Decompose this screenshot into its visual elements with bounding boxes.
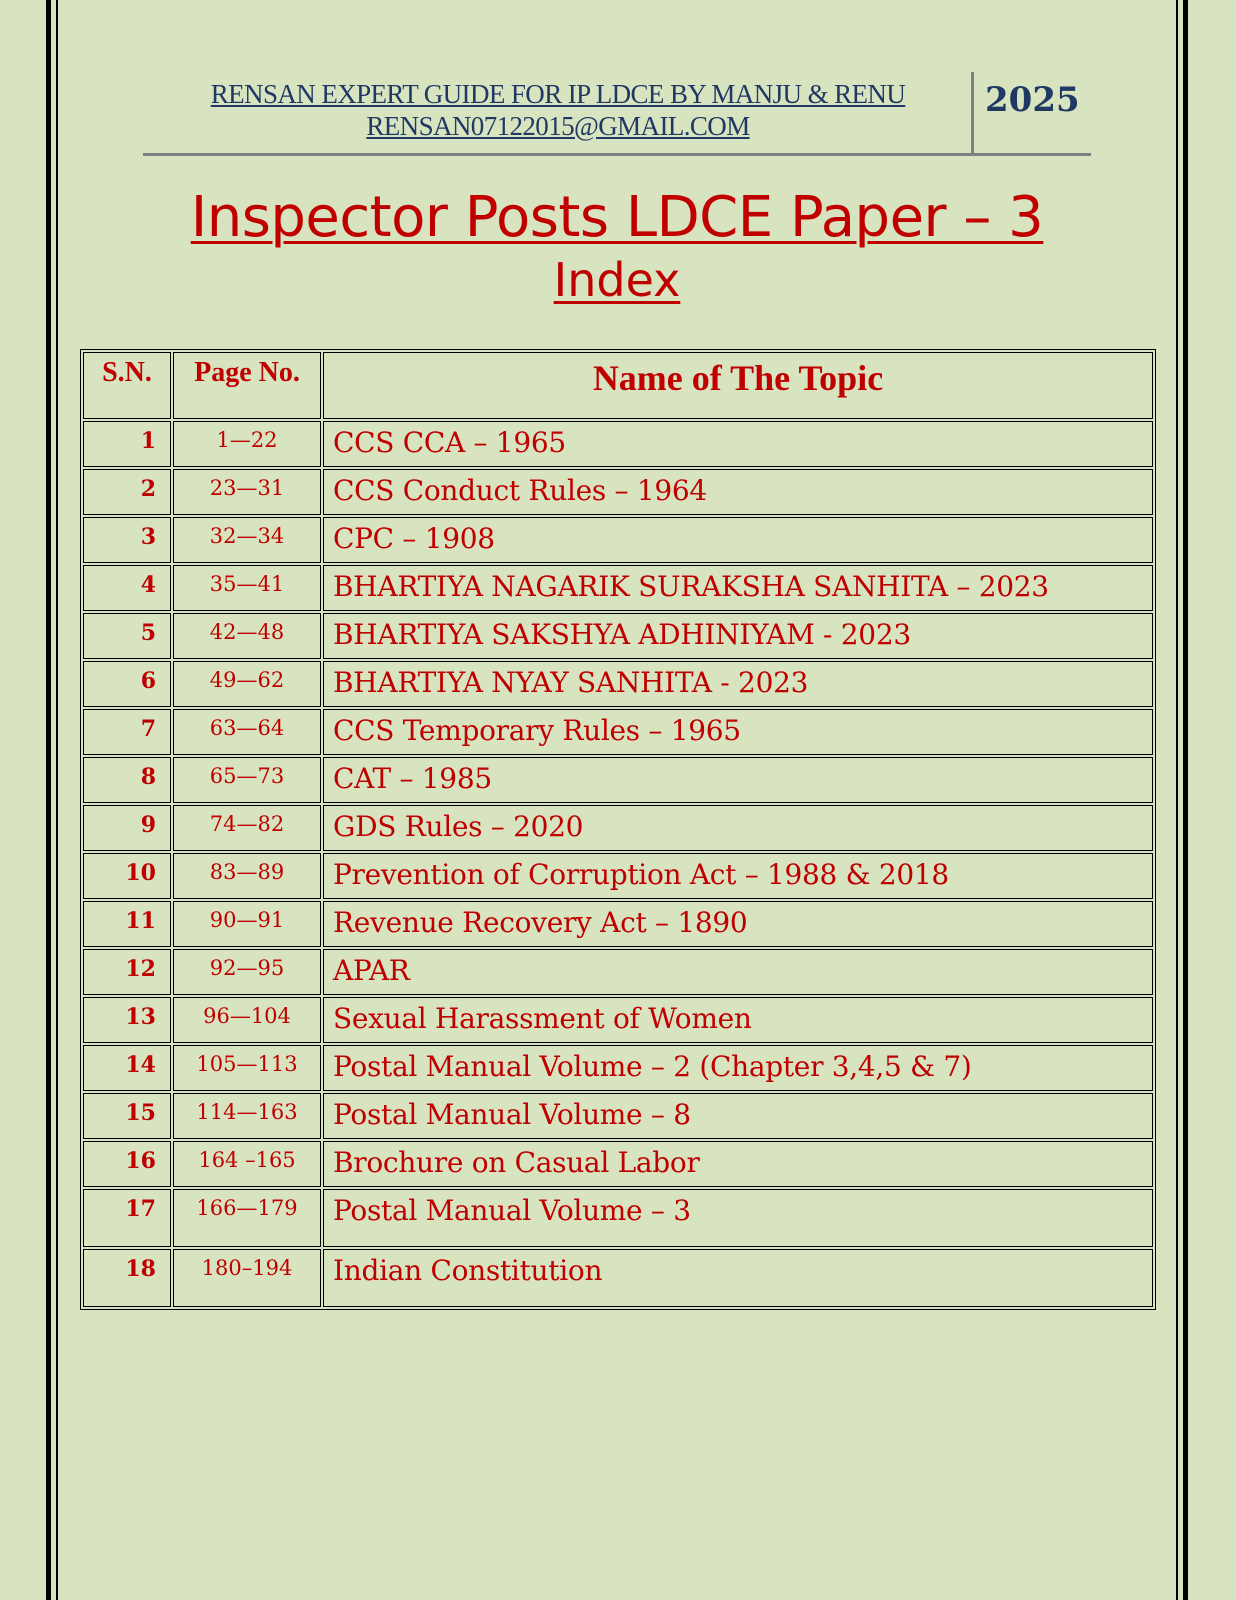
page-subtitle: Index — [553, 253, 681, 307]
header-email: RENSAN07122015@GMAIL.COM — [366, 111, 750, 141]
row-page-range: 105—113 — [173, 1045, 321, 1091]
row-serial-number: 17 — [83, 1189, 171, 1247]
header-divider — [971, 72, 974, 156]
row-serial-number: 12 — [83, 949, 171, 995]
row-page-range: 42—48 — [173, 613, 321, 659]
row-topic-name: BHARTIYA NAGARIK SURAKSHA SANHITA – 2023 — [323, 565, 1153, 611]
row-topic-name: Prevention of Corruption Act – 1988 & 2018 — [323, 853, 1153, 899]
row-serial-number: 15 — [83, 1093, 171, 1139]
row-serial-number: 18 — [83, 1249, 171, 1307]
header-guide-title: RENSAN EXPERT GUIDE FOR IP LDCE BY MANJU & RENU — [210, 79, 906, 109]
row-topic-name: CCS Conduct Rules – 1964 — [323, 469, 1153, 515]
row-page-range: 65—73 — [173, 757, 321, 803]
row-page-range: 1—22 — [173, 421, 321, 467]
row-topic-name: Sexual Harassment of Women — [323, 997, 1153, 1043]
table-row — [83, 469, 1153, 515]
table-row — [83, 661, 1153, 707]
index-table — [80, 349, 1156, 1310]
row-page-range: 49—62 — [173, 661, 321, 707]
row-serial-number: 3 — [83, 517, 171, 563]
table-row — [83, 757, 1153, 803]
table-row — [83, 805, 1153, 851]
row-page-range: 96—104 — [173, 997, 321, 1043]
row-serial-number: 8 — [83, 757, 171, 803]
row-topic-name: CPC – 1908 — [323, 517, 1153, 563]
row-topic-name: APAR — [323, 949, 1153, 995]
row-page-range: 74—82 — [173, 805, 321, 851]
row-serial-number: 11 — [83, 901, 171, 947]
table-row — [83, 1249, 1153, 1307]
row-serial-number: 1 — [83, 421, 171, 467]
row-serial-number: 6 — [83, 661, 171, 707]
table-row — [83, 421, 1153, 467]
row-topic-name: CAT – 1985 — [323, 757, 1153, 803]
table-row — [83, 613, 1153, 659]
table-row — [83, 853, 1153, 899]
row-serial-number: 14 — [83, 1045, 171, 1091]
row-topic-name: GDS Rules – 2020 — [323, 805, 1153, 851]
table-row — [83, 709, 1153, 755]
row-page-range: 23—31 — [173, 469, 321, 515]
column-header-page-no: Page No. — [173, 352, 321, 419]
row-page-range: 83—89 — [173, 853, 321, 899]
row-topic-name: BHARTIYA NYAY SANHITA - 2023 — [323, 661, 1153, 707]
row-serial-number: 9 — [83, 805, 171, 851]
row-page-range: 32—34 — [173, 517, 321, 563]
row-topic-name: Postal Manual Volume – 3 — [323, 1189, 1153, 1247]
row-page-range: 63—64 — [173, 709, 321, 755]
column-header-sn: S.N. — [83, 352, 171, 419]
column-header-topic: Name of The Topic — [323, 352, 1153, 419]
row-serial-number: 4 — [83, 565, 171, 611]
row-page-range: 166—179 — [173, 1189, 321, 1247]
table-row — [83, 1093, 1153, 1139]
table-row — [83, 997, 1153, 1043]
row-topic-name: Postal Manual Volume – 8 — [323, 1093, 1153, 1139]
header-year: 2025 — [985, 80, 1080, 120]
row-page-range: 92—95 — [173, 949, 321, 995]
row-topic-name: Brochure on Casual Labor — [323, 1141, 1153, 1187]
row-page-range: 35—41 — [173, 565, 321, 611]
table-row — [83, 517, 1153, 563]
row-serial-number: 7 — [83, 709, 171, 755]
row-serial-number: 16 — [83, 1141, 171, 1187]
page-border-left — [46, 0, 58, 1600]
row-topic-name: BHARTIYA SAKSHYA ADHINIYAM - 2023 — [323, 613, 1153, 659]
page-border-right — [1176, 0, 1188, 1600]
page-title: Inspector Posts LDCE Paper – 3 — [190, 185, 1044, 250]
row-serial-number: 5 — [83, 613, 171, 659]
row-topic-name: Revenue Recovery Act – 1890 — [323, 901, 1153, 947]
table-row — [83, 901, 1153, 947]
header-text — [143, 78, 973, 142]
row-page-range: 90—91 — [173, 901, 321, 947]
table-row — [83, 1141, 1153, 1187]
table-header-row — [83, 352, 1153, 419]
page-header — [143, 72, 1091, 156]
table-row — [83, 949, 1153, 995]
row-serial-number: 2 — [83, 469, 171, 515]
table-row — [83, 1045, 1153, 1091]
row-topic-name: CCS CCA – 1965 — [323, 421, 1153, 467]
row-serial-number: 13 — [83, 997, 171, 1043]
row-page-range: 164 –165 — [173, 1141, 321, 1187]
row-topic-name: CCS Temporary Rules – 1965 — [323, 709, 1153, 755]
table-row — [83, 1189, 1153, 1247]
table-row — [83, 565, 1153, 611]
row-serial-number: 10 — [83, 853, 171, 899]
row-page-range: 180–194 — [173, 1249, 321, 1307]
row-topic-name: Postal Manual Volume – 2 (Chapter 3,4,5 & 7) — [323, 1045, 1153, 1091]
row-topic-name: Indian Constitution — [323, 1249, 1153, 1307]
row-page-range: 114—163 — [173, 1093, 321, 1139]
